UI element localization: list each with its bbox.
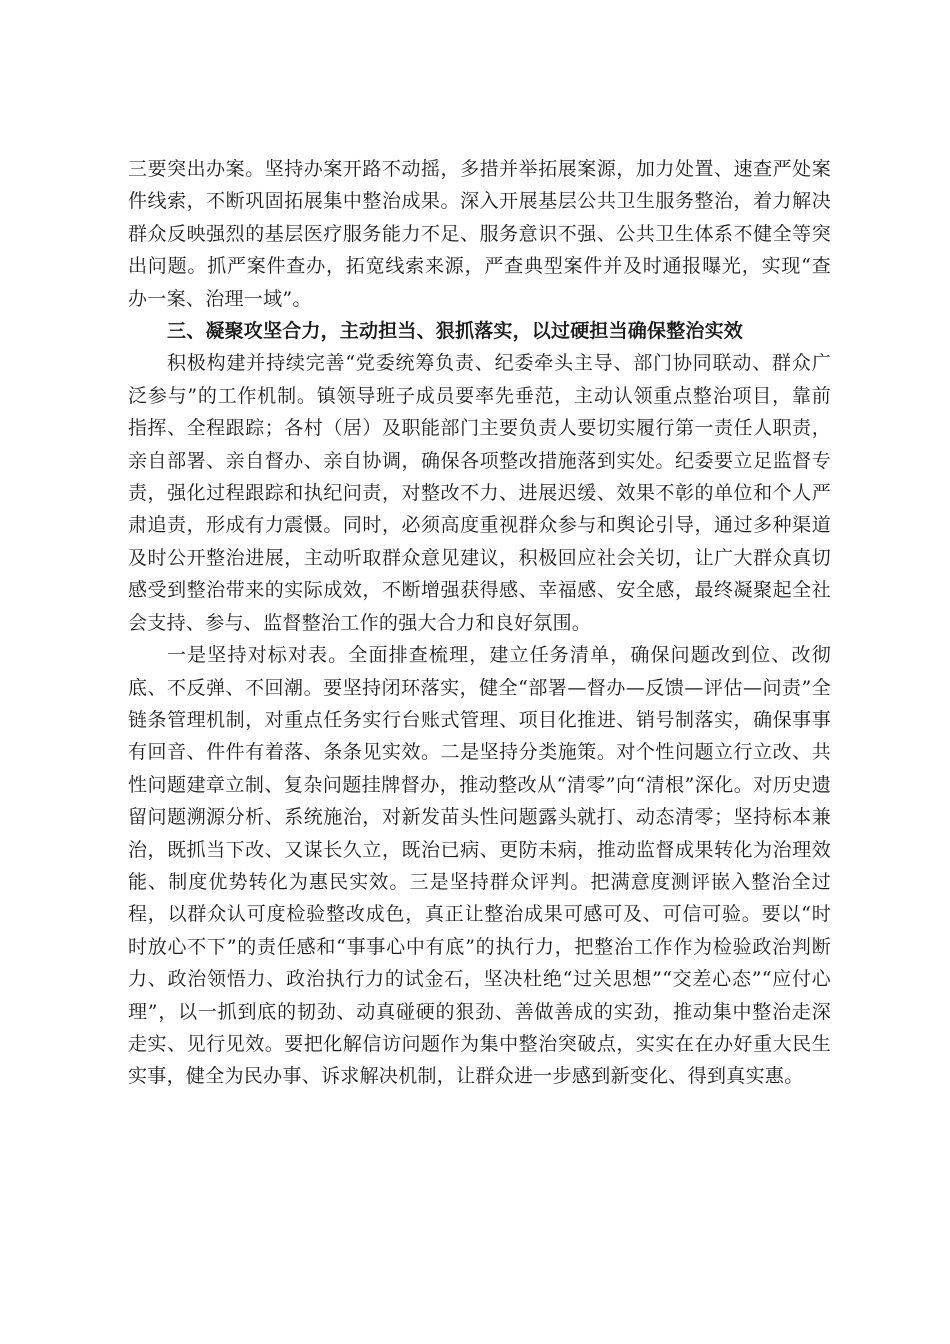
paragraph-continuation: 三要突出办案。坚持办案开路不动摇，多措并举拓展案源，加力处置、速查严处案件线索，不断巩固拓展集中整治成果。深入开展基层公共卫生服务整治，着力解决群众反映强烈的基层医疗服务能力不足、服务意识不强、公共卫生体系不健全等突出问题。抓严案件查办，拓宽线索来源，严查典型案件并及时通报曝光，实现“查办一案、治理一域”。 bbox=[128, 158, 831, 310]
paragraph-mechanism: 积极构建并持续完善“党委统筹负责、纪委牵头主导、部门协同联动、群众广泛参与”的工作机制。镇领导班子成员要率先垂范，主动认领重点整治项目，靠前指挥、全程跟踪；各村（居）及职能部门主要负责人要切实履行第一责任人职责，亲自部署、亲自督办、亲自协调，确保各项整改措施落到实处。纪委要立足监督专责，强化过程跟踪和执纪问责，对整改不力、进展迟缓、效果不彰的单位和个人严肃追责，形成有力震慑。同时，必须高度重视群众参与和舆论引导，通过多种渠道及时公开整治进展，主动听取群众意见建议，积极回应社会关切，让广大群众真切感受到整治带来的实际成效，不断增强获得感、幸福感、安全感，最终凝聚起全社会支持、参与、监督整治工作的强大合力和良好氛围。 bbox=[128, 352, 831, 634]
paragraph-measures: 一是坚持对标对表。全面排查梳理，建立任务清单，确保问题改到位、改彻底、不反弹、不回潮。要坚持闭环落实，健全“部署—督办—反馈—评估—问责”全链条管理机制，对重点任务实行台账式管理、项目化推进、销号制落实，确保事事有回音、件件有着落、条条见实效。二是坚持分类施策。对个性问题立行立改、共性问题建章立制、复杂问题挂牌督办，推动整改从“清零”向“清根”深化。对历史遗留问题溯源分析、系统施治，对新发苗头性问题露头就打、动态清零；坚持标本兼治，既抓当下改、又谋长久立，既治已病、更防未病，推动监督成果转化为治理效能、制度优势转化为惠民实效。三是坚持群众评判。把满意度测评嵌入整治全过程，以群众认可度检验整改成色，真正让整治成果可感可及、可信可验。要以“时时放心不下”的责任感和“事事心中有底”的执行力，把整治工作作为检验政治判断力、政治领悟力、政治执行力的试金石，坚决杜绝“过关思想”“交差心态”“应付心理”，以一抓到底的韧劲、动真碰硬的狠劲、善做善成的实劲，推动集中整治走深走实、见行见效。要把化解信访问题作为集中整治突破点，实实在在办好重大民生实事，健全为民办事、诉求解决机制，让群众进一步感到新变化、得到真实惠。 bbox=[128, 644, 831, 1088]
document-body bbox=[128, 153, 831, 1093]
section-heading: 三、凝聚攻坚合力，主动担当、狠抓落实，以过硬担当确保整治实效 bbox=[167, 320, 744, 343]
